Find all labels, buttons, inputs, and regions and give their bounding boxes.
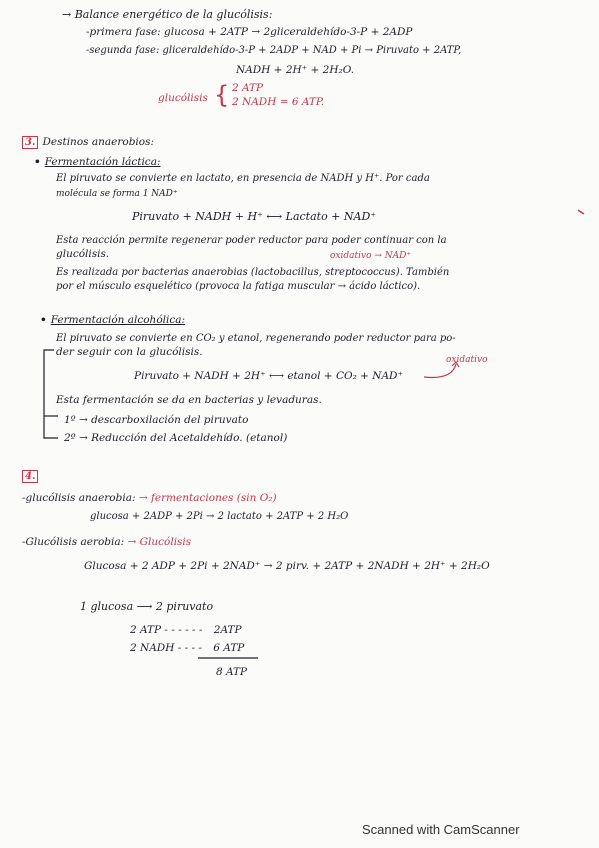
- anaerobia-equation: glucosa + 2ADP + 2Pi → 2 lactato + 2ATP + 2 H₂O: [90, 511, 349, 522]
- alcoholica-step-1: 1º → descarboxilación del piruvato: [64, 414, 249, 426]
- scanner-watermark: Scanned with CamScanner: [362, 822, 520, 837]
- rendimiento-line-1: 1 glucosa ⟶ 2 piruvato: [80, 600, 214, 613]
- oxidativo-note-1: oxidativo → NAD⁺: [330, 251, 412, 261]
- anaerobia-label: -glucólisis anaerobia:: [22, 492, 136, 504]
- alcoholica-line-1: El piruvato se convierte en CO₂ y etanol, regenerando poder reductor para po-: [56, 333, 456, 344]
- aerobia-note: → Glucólisis: [127, 536, 192, 548]
- glucolisis-label: glucólisis: [158, 92, 208, 104]
- alcoholica-line-3: Esta fermentación se da en bacterias y levaduras.: [56, 394, 322, 406]
- lactica-line-5: Es realizada por bacterias anaerobias (lactobacillus, streptococcus). También: [56, 267, 450, 278]
- lactica-line-3: Esta reacción permite regenerar poder reductor para poder continuar con la: [56, 235, 447, 246]
- alcoholica-line-2: der seguir con la glucólisis.: [56, 346, 203, 358]
- aerobia-equation: Glucosa + 2 ADP + 2Pi + 2NAD⁺ → 2 pirv. + 2ATP + 2NADH + 2H⁺ + 2H₂O: [84, 560, 490, 572]
- rendimiento-total: 8 ATP: [216, 666, 248, 678]
- atp-right: 2ATP: [213, 624, 242, 636]
- glucolisis-nadh: 2 NADH = 6 ATP.: [232, 96, 325, 108]
- lactica-line-1: El piruvato se convierte en lactato, en presencia de NADH y H⁺. Por cada: [56, 173, 430, 184]
- oxidativo-note-2: oxidativo: [446, 355, 488, 365]
- fase2-line: -segunda fase: gliceraldehído-3-P + 2ADP + NAD + Pi → Piruvato + 2ATP,: [86, 45, 462, 56]
- glucolisis-brace: {: [214, 81, 230, 109]
- fase2b-line: NADH + 2H⁺ + 2H₂O.: [236, 64, 355, 76]
- nadh-left: 2 NADH - - - -: [130, 642, 202, 654]
- lactica-line-6: por el músculo esquelético (provoca la fatiga muscular → ácido láctico).: [56, 281, 421, 292]
- alcoholica-title: Fermentación alcohólica:: [50, 314, 186, 326]
- lactica-equation: Piruvato + NADH + H⁺ ⟷ Lactato + NAD⁺: [132, 210, 377, 223]
- fase1-line: -primera fase: glucosa + 2ATP → 2gliceraldehído-3-P + 2ADP: [86, 26, 413, 38]
- lactica-line-2: molécula se forma 1 NAD⁺: [56, 189, 178, 199]
- section-4-number: 4.: [22, 470, 38, 483]
- anaerobia-note: → fermentaciones (sin O₂): [138, 492, 277, 504]
- glucolisis-atp: 2 ATP: [232, 82, 264, 94]
- balance-heading: → Balance energético de la glucólisis:: [62, 8, 273, 21]
- lactica-title: Fermentación láctica:: [44, 156, 161, 168]
- lactica-line-4: glucólisis.: [56, 248, 110, 260]
- atp-left: 2 ATP - - - - - -: [130, 624, 203, 636]
- aerobia-label: -Glucólisis aerobia:: [22, 536, 125, 548]
- section-3-title: Destinos anaerobios:: [42, 136, 155, 148]
- nadh-right: 6 ATP: [213, 642, 245, 654]
- alcoholica-equation: Piruvato + NADH + 2H⁺ ⟷ etanol + CO₂ + NAD⁺: [134, 370, 404, 382]
- lactica-heading: • Fermentación láctica:: [34, 156, 161, 168]
- section-3-number: 3.: [22, 136, 38, 149]
- alcoholica-step-2: 2º → Reducción del Acetaldehído. (etanol): [64, 432, 288, 444]
- alcoholica-heading: • Fermentación alcohólica:: [40, 314, 186, 326]
